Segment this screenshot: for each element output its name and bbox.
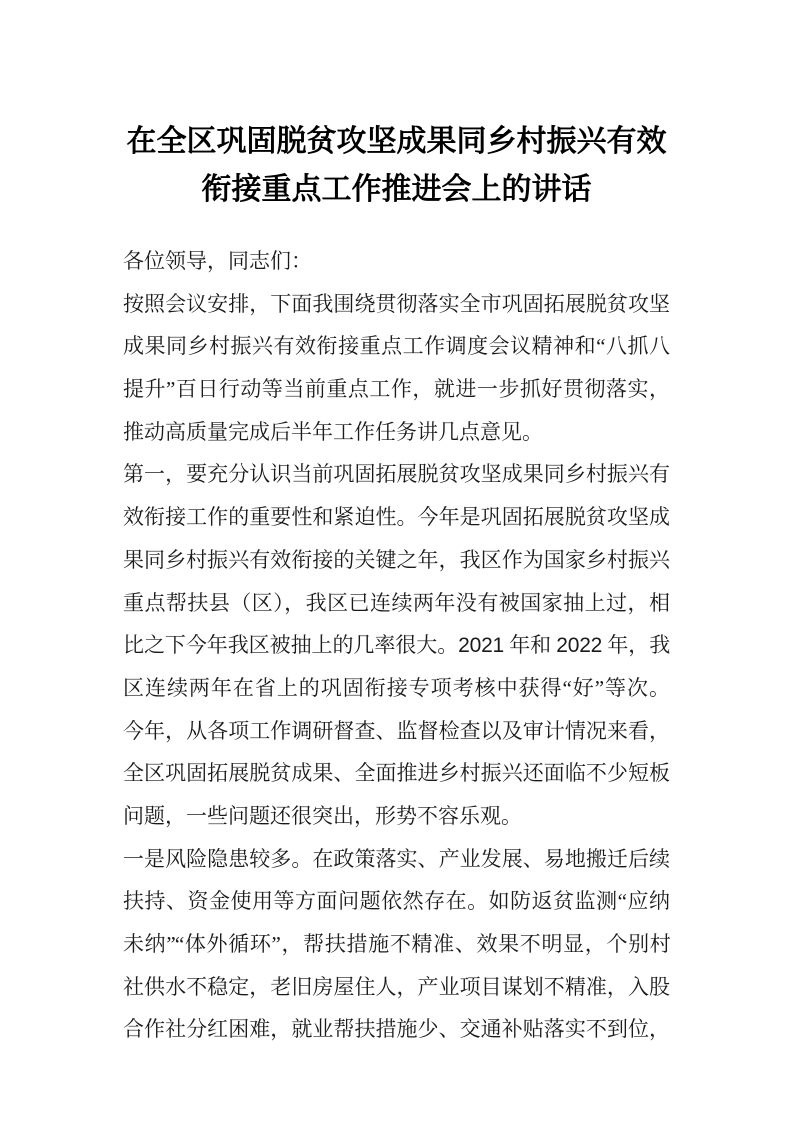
paragraph [123,283,670,454]
text-line: 问题，一些问题还很突出，形势不容乐观。 [123,803,522,828]
text-line: 今年，从各项工作调研督查、监督检查以及审计情况来看， [123,718,670,743]
text-line: 合作社分红困难，就业帮扶措施少、交通补贴落实不到位， [123,1017,670,1042]
text-line: 扶持、资金使用等方面问题依然存在。如防返贫监测“应纳 [123,889,670,914]
title-line: 衔接重点工作推进会上的讲话 [201,173,592,206]
text-line: 社供水不稳定，老旧房屋住人，产业项目谋划不精准，入股 [123,974,670,999]
paragraph [123,453,670,837]
text-line: 比之下今年我区被抽上的几率很大。2021 年和 2022 年，我 [123,633,670,658]
paragraph [123,838,670,1051]
text-line: 第一，要充分认识当前巩固拓展脱贫攻坚成果同乡村振兴有 [123,462,670,487]
text-line: 重点帮扶县（区），我区已连续两年没有被国家抽上过，相 [123,590,670,615]
title-line: 在全区巩固脱贫攻坚成果同乡村振兴有效 [126,125,667,158]
text-line: 一是风险隐患较多。在政策落实、产业发展、易地搬迁后续 [123,846,670,871]
document-title [0,118,793,214]
text-line: 推动高质量完成后半年工作任务讲几点意见。 [123,419,543,444]
text-line: 效衔接工作的重要性和紧迫性。今年是巩固拓展脱贫攻坚成 [123,505,670,530]
paragraph [123,240,670,283]
text-line: 果同乡村振兴有效衔接的关键之年，我区作为国家乡村振兴 [123,547,670,572]
text-line: 成果同乡村振兴有效衔接重点工作调度会议精神和“八抓八 [123,334,670,359]
text-line: 区连续两年在省上的巩固衔接专项考核中获得“好”等次。 [123,675,670,700]
text-line: 未纳”“体外循环”，帮扶措施不精准、效果不明显，个别村 [123,932,670,956]
numeral: 2022 [556,634,603,658]
document-body [123,240,670,1051]
text-line: 全区巩固拓展脱贫成果、全面推进乡村振兴还面临不少短板 [123,761,670,786]
text-line: 各位领导，同志们： [123,249,312,273]
text-line: 按照会议安排，下面我围绕贯彻落实全市巩固拓展脱贫攻坚 [123,291,670,316]
text-line: 提升”百日行动等当前重点工作，就进一步抓好贯彻落实， [123,377,670,402]
numeral: 2021 [458,634,504,658]
